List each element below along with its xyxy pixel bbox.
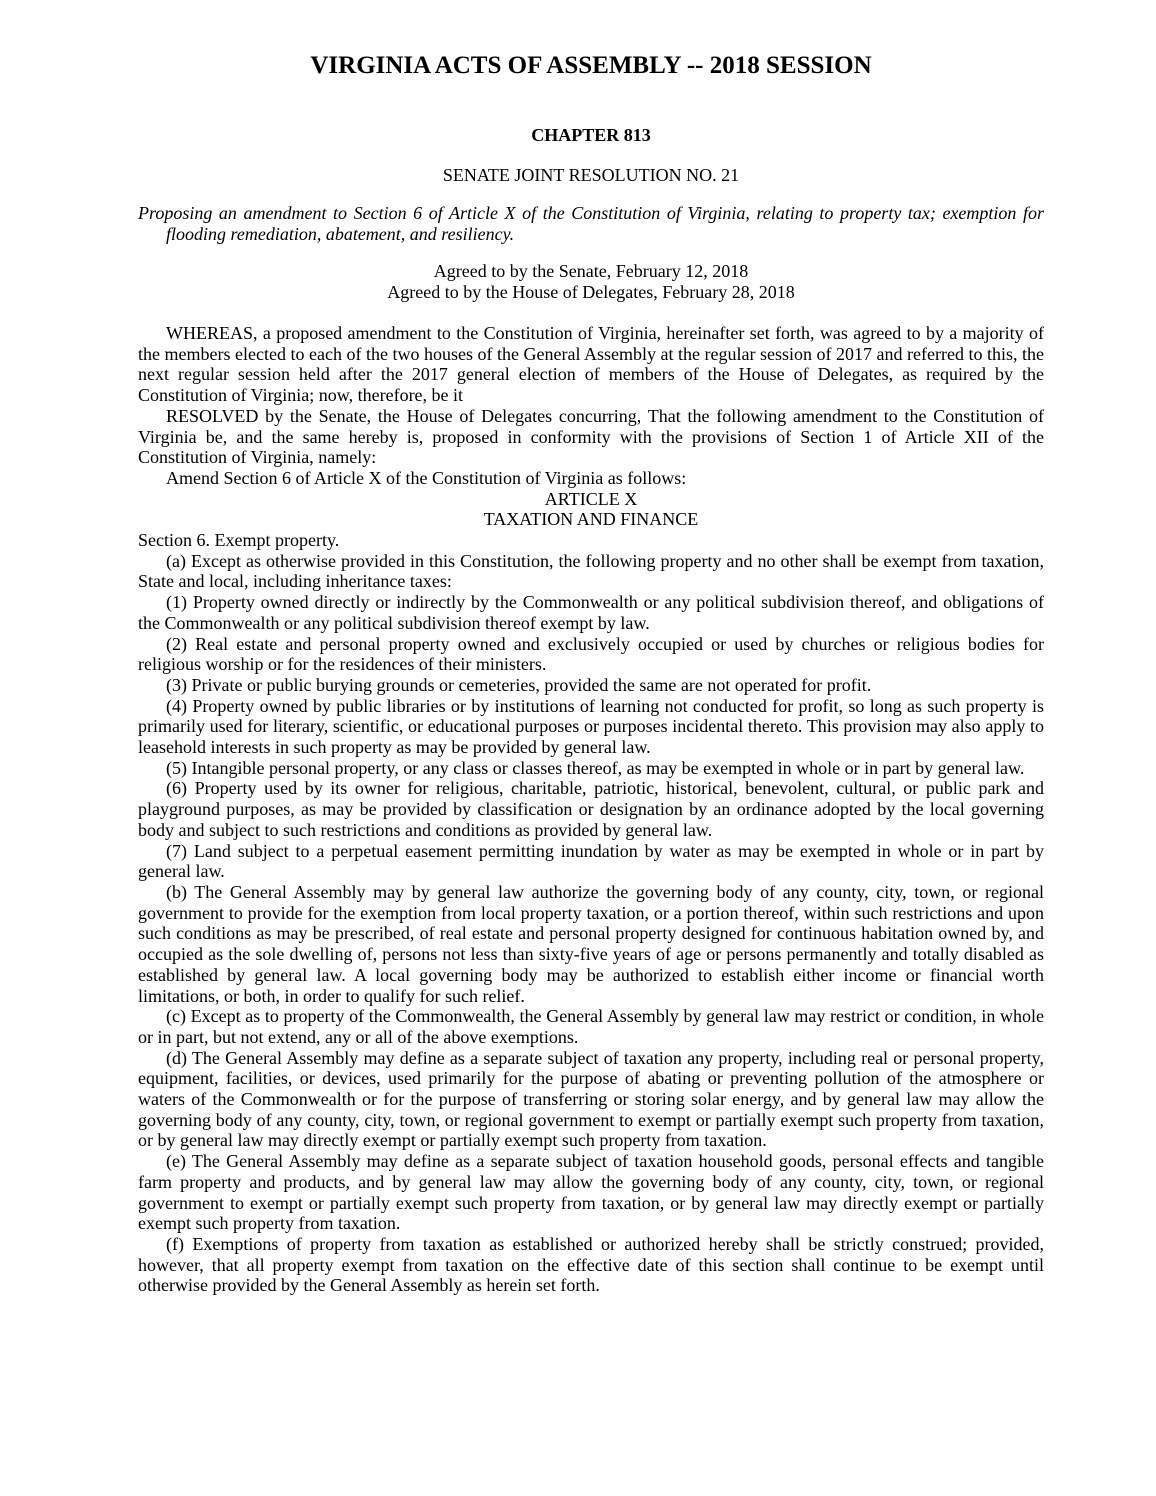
document-title: VIRGINIA ACTS OF ASSEMBLY -- 2018 SESSION: [310, 52, 872, 79]
item-a4: (4) Property owned by public libraries or by institutions of learning not conducted for profit, so long as such property is primarily used for literary, scientific, or educational purposes or purposes incidental thereto. This provision may also apply to leasehold interests in such property as may be provided by general law.: [138, 695, 1044, 758]
article-title: TAXATION AND FINANCE: [483, 509, 699, 530]
resolved-paragraph: RESOLVED by the Senate, the House of Delegates concurring, That the following amendment to the Constitution of Virginia be, and the same hereby is, proposed in conformity with the provisions of Section 1 of Article XII of the Constitution of Virginia, namely:: [138, 405, 1044, 468]
subsection-f: (f) Exemptions of property from taxation as established or authorized hereby shall be strictly construed; provided, however, that all property exempt from taxation on the effective date of this section shall continue to be exempt until otherwise provided by the General Assembly as herein set forth.: [138, 1233, 1044, 1296]
whereas-paragraph: WHEREAS, a proposed amendment to the Constitution of Virginia, hereinafter set forth, was agreed to by a majority of the members elected to each of the two houses of the General Assembly at the regular session of 2017 and referred to this, the next regular session held after the 2017 general election of members of the House of Delegates, as required by the Constitution of Virginia; now, therefore, be it: [138, 323, 1044, 406]
chapter-heading: CHAPTER 813: [531, 125, 651, 145]
subsection-a: (a) Except as otherwise provided in this Constitution, the following property and no other shall be exempt from taxation, State and local, including inheritance taxes:: [138, 550, 1044, 592]
resolution-number: SENATE JOINT RESOLUTION NO. 21: [442, 165, 740, 185]
item-a2: (2) Real estate and personal property owned and exclusively occupied or used by churches or religious bodies for religious worship or for the residences of their ministers.: [138, 633, 1044, 675]
subsection-b: (b) The General Assembly may by general law authorize the governing body of any county, city, town, or regional government to provide for the exemption from local property taxation, or a portion thereof, within such restrictions and upon such conditions as may be prescribed, of real estate and personal property designed for continuous habitation owned by, and occupied as the sole dwelling of, persons not less than sixty-five years of age or persons permanently and totally disabled as established by general law. A local governing body may be authorized to establish either income or financial worth limitations, or both, in order to qualify for such relief.: [138, 881, 1044, 1006]
subsection-c: (c) Except as to property of the Commonwealth, the General Assembly by general law may restrict or condition, in whole or in part, but not extend, any or all of the above exemptions.: [138, 1006, 1044, 1047]
item-a7: (7) Land subject to a perpetual easement permitting inundation by water as may be exempted in whole or in part by general law.: [138, 840, 1044, 882]
item-a5: (5) Intangible personal property, or any class or classes thereof, as may be exempted in whole or in part by general law.: [166, 757, 1025, 778]
item-a6: (6) Property used by its owner for religious, charitable, patriotic, historical, benevolent, cultural, or public park and playground purposes, as may be provided by classification or designation by an ordinance adopted by the local governing body and subject to such restrictions and conditions as provided by general law.: [138, 778, 1044, 840]
subsection-e: (e) The General Assembly may define as a separate subject of taxation household goods, personal effects and tangible farm property and products, and by general law may allow the governing body of any county, city, town, or regional government to exempt or partially exempt such property from taxation, or by general law may directly exempt or partially exempt such property from taxation.: [138, 1151, 1044, 1234]
document-page: [138, 50, 1044, 1296]
amend-paragraph: Amend Section 6 of Article X of the Constitution of Virginia as follows:: [166, 467, 687, 488]
item-a3: (3) Private or public burying grounds or cemeteries, provided the same are not operated for profit.: [166, 674, 872, 695]
resolution-body: [138, 323, 1044, 1296]
agreed-senate: Agreed to by the Senate, February 12, 2018: [433, 261, 749, 281]
section-heading: Section 6. Exempt property.: [138, 530, 340, 551]
subsection-d: (d) The General Assembly may define as a separate subject of taxation any property, including real or personal property, equipment, facilities, or devices, used primarily for the purpose of abating or preventing pollution of the atmosphere or waters of the Commonwealth or for the purpose of transferring or storing solar energy, and by general law may allow the governing body of any county, city, town, or regional government to exempt or partially exempt such property from taxation, or by general law may directly exempt or partially exempt such property from taxation.: [138, 1047, 1044, 1151]
agreed-house: Agreed to by the House of Delegates, February 28, 2018: [387, 282, 795, 302]
agreement-dates: [138, 261, 1044, 303]
item-a1: (1) Property owned directly or indirectly by the Commonwealth or any political subdivision thereof, and obligations of the Commonwealth or any political subdivision thereof exempt by law.: [138, 592, 1044, 633]
article-number: ARTICLE X: [544, 488, 638, 509]
resolution-purpose: Proposing an amendment to Section 6 of Article X of the Constitution of Virginia, relating to property tax; exemption for flooding remediation, abatement, and resiliency.: [138, 203, 1044, 244]
